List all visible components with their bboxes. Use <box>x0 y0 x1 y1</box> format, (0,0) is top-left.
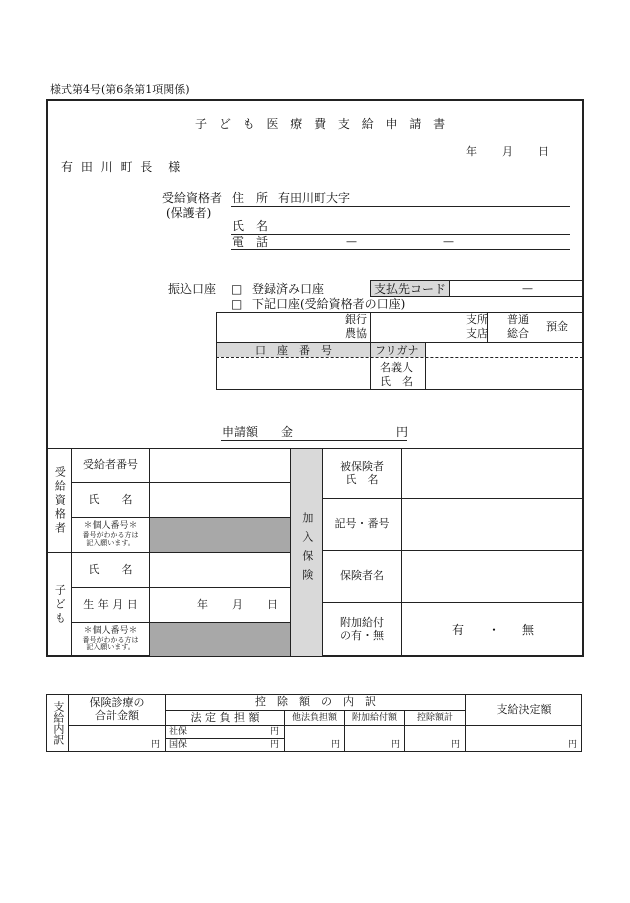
registered-account-option: 登録済み口座 <box>252 282 325 296</box>
eligible-person-label: 受給資格者 <box>53 465 67 536</box>
phone-dash-1: — <box>346 235 357 248</box>
phone-label: 電 話 <box>232 235 269 249</box>
payee-code-dash[interactable]: — <box>522 282 533 295</box>
other-law-yen: 円 <box>331 740 341 750</box>
legal-burden-header: 法 定 負 担 額 <box>190 710 260 724</box>
account-label: 振込口座 <box>168 282 217 296</box>
breakdown-side-label: 支給内訳 <box>51 701 65 745</box>
claim-unit: 円 <box>396 425 409 439</box>
total-amount-label: 保険診療の <box>89 696 145 710</box>
extra-benefit-no[interactable]: 無 <box>522 623 535 637</box>
address-label: 住 所 <box>232 191 269 205</box>
addressee: 有 田 川 町 長 様 <box>61 160 183 174</box>
deposit-label: 預金 <box>546 320 568 333</box>
holder-label: 名義人 <box>380 361 413 374</box>
name-underline <box>231 234 570 235</box>
child-my-number-note-2: 記入願います。 <box>86 643 135 652</box>
decided-amount-yen: 円 <box>568 740 578 750</box>
national-insurance-label: 国保 <box>169 740 188 750</box>
deduction-total-yen: 円 <box>451 740 461 750</box>
applicant-label: 受給資格者 <box>162 191 223 205</box>
address-value[interactable]: 有田川町大字 <box>278 191 351 205</box>
account-number-label: 口 座 番 号 <box>255 344 332 357</box>
date-year[interactable]: 年 <box>466 145 477 158</box>
decided-amount-header: 支給決定額 <box>496 702 552 716</box>
eligible-name-label: 氏 名 <box>88 492 133 506</box>
recipient-number-label: 受給者番号 <box>83 458 138 472</box>
child-label: 子ども <box>53 583 67 626</box>
address-underline <box>231 206 570 207</box>
additional-benefit-yen: 円 <box>391 740 401 750</box>
coop-label: 農協 <box>345 327 367 340</box>
form-title: 子 ど も 医 療 費 支 給 申 請 書 <box>195 117 450 131</box>
eligible-my-number-cell <box>72 518 149 552</box>
total-amount-sublabel: 合計金額 <box>95 709 139 722</box>
child-my-number-input[interactable] <box>150 623 290 656</box>
form-id: 様式第4号(第6条第1項関係) <box>50 83 190 96</box>
insurer-name-label: 保険者名 <box>340 569 384 583</box>
below-account-option: 下記口座(受給資格者の口座) <box>252 297 406 311</box>
additional-benefit-header: 附加給付額 <box>351 712 397 723</box>
payee-code-label: 支払先コード <box>374 282 447 296</box>
child-my-number-cell <box>72 623 149 656</box>
insured-label: 被保険者 <box>340 459 384 473</box>
other-law-header: 他法負担額 <box>291 712 337 723</box>
date-day[interactable]: 日 <box>538 145 549 158</box>
child-my-number-note-1: 番号がわかる方は <box>82 635 139 644</box>
birth-day[interactable]: 日 <box>267 598 278 611</box>
insured-name-label: 氏 名 <box>345 472 379 486</box>
claim-label: 申請額 <box>222 425 259 439</box>
social-insurance-label: 社保 <box>169 727 188 737</box>
birth-year[interactable]: 年 <box>197 598 208 611</box>
birthdate-label: 生 年 月 日 <box>83 597 138 611</box>
symbol-number-label: 記号・番号 <box>334 517 390 531</box>
child-my-number-label: ＊個人番号＊ <box>83 625 138 636</box>
date-month[interactable]: 月 <box>502 145 513 158</box>
registered-checkbox[interactable]: □ <box>231 282 243 296</box>
birth-month[interactable]: 月 <box>232 598 243 611</box>
sub-branch-label: 支店 <box>466 327 488 340</box>
account-type-normal[interactable]: 普通 <box>507 313 529 326</box>
child-name-label: 氏 名 <box>88 562 133 576</box>
extra-benefit-label: 附加給付 <box>340 615 384 629</box>
furigana-label: フリガナ <box>375 344 419 357</box>
account-type-general[interactable]: 総合 <box>507 327 529 340</box>
phone-dash-2: — <box>443 235 454 248</box>
applicant-sublabel: (保護者) <box>166 206 212 220</box>
holder-name-label: 氏 名 <box>380 375 413 388</box>
deduction-total-header: 控除額計 <box>416 712 453 723</box>
extra-benefit-sublabel: の有・無 <box>340 628 384 642</box>
extra-benefit-dot: ・ <box>488 623 501 637</box>
extra-benefit-label-cell <box>323 603 401 656</box>
claim-underline <box>221 440 407 441</box>
extra-benefit-yes[interactable]: 有 <box>452 623 465 637</box>
deduction-breakdown-header: 控 除 額 の 内 訳 <box>255 695 376 709</box>
social-insurance-yen: 円 <box>270 727 280 737</box>
claim-prefix: 金 <box>281 425 294 439</box>
insured-name-label-cell <box>323 449 401 498</box>
my-number-note-1: 番号がわかる方は <box>82 531 139 540</box>
name-label: 氏 名 <box>232 219 269 233</box>
total-amount-header <box>69 695 165 725</box>
my-number-note-2: 記入願います。 <box>86 538 135 547</box>
my-number-label: ＊個人番号＊ <box>83 521 138 532</box>
phone-underline <box>231 249 570 250</box>
below-account-checkbox[interactable]: □ <box>231 297 243 311</box>
national-insurance-yen: 円 <box>270 740 280 750</box>
branch-label: 支所 <box>466 313 488 326</box>
eligible-my-number-input[interactable] <box>150 518 290 552</box>
total-amount-yen: 円 <box>151 740 161 750</box>
bank-label: 銀行 <box>345 313 367 326</box>
insurance-label: 加入保険 <box>300 512 314 588</box>
